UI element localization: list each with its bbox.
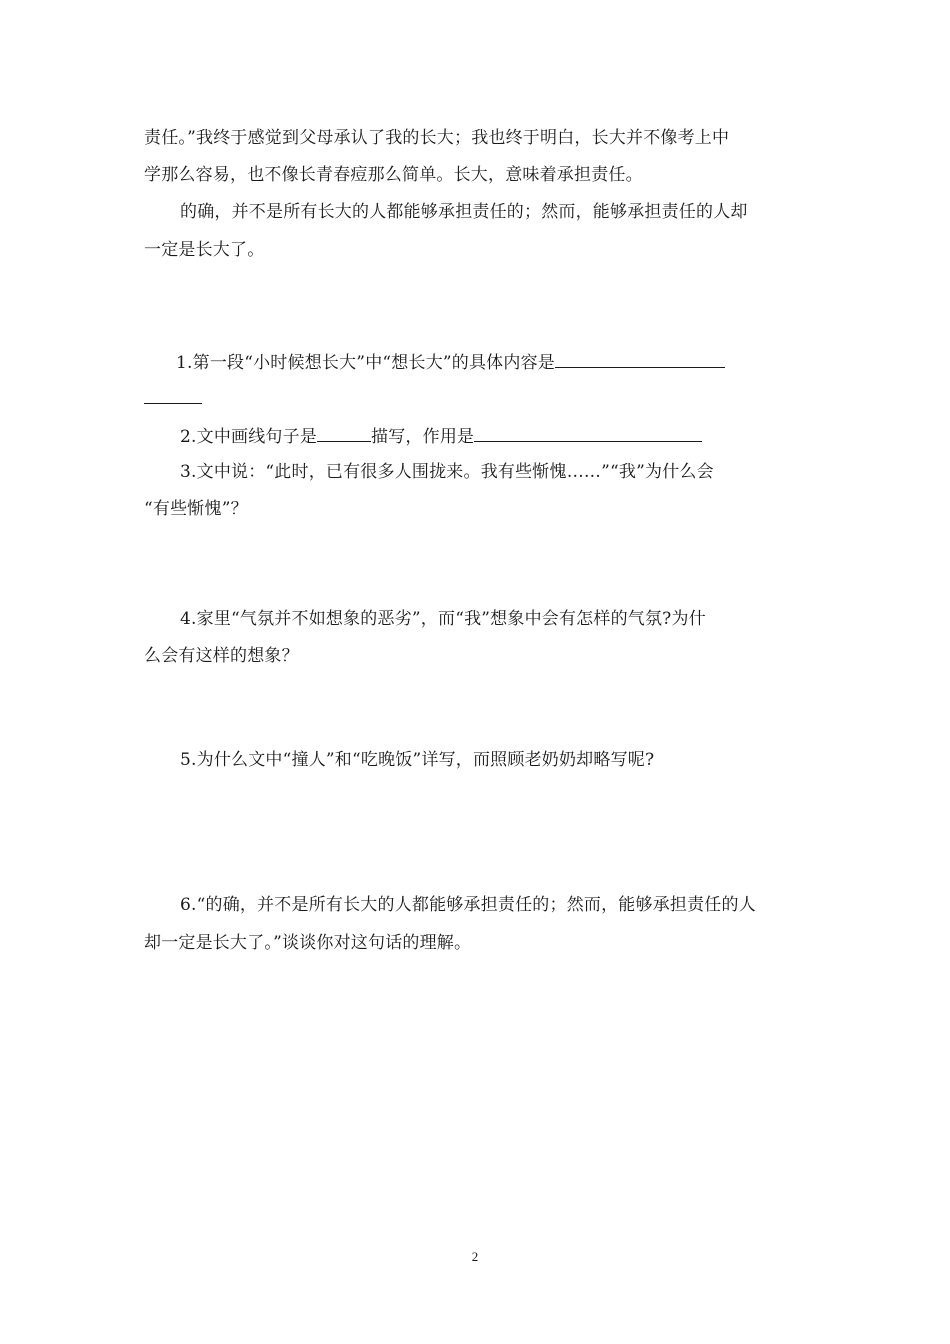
question-2-text-part2: 描写，作用是	[371, 427, 475, 447]
answer-blank-2b[interactable]	[474, 425, 702, 442]
question-3-line-1: 3.文中说：“此时，已有很多人围拢来。我有些惭愧……”“我”为什么会	[180, 462, 714, 482]
passage-line-1: 责任。”我终于感觉到父母承认了我的长大；我也终于明白，长大并不像考上中	[144, 128, 730, 148]
question-5: 5.为什么文中“撞人”和“吃晚饭”详写，而照顾老奶奶却略写呢?	[180, 750, 655, 770]
answer-blank-2a[interactable]	[317, 425, 371, 442]
passage-line-3: 的确，并不是所有长大的人都能够承担责任的；然而，能够承担责任的人却	[180, 202, 748, 222]
question-2	[180, 425, 702, 447]
page-number: 2	[471, 1249, 479, 1264]
question-6-line-1: 6.“的确，并不是所有长大的人都能够承担责任的；然而，能够承担责任的人	[180, 895, 756, 915]
question-6-line-2: 却一定是长大了。”谈谈你对这句话的理解。	[144, 933, 472, 953]
answer-blank-1-continued[interactable]	[144, 387, 202, 404]
answer-blank-1[interactable]	[555, 351, 725, 368]
question-3-line-2: “有些惭愧”？	[144, 499, 248, 519]
question-1-continuation	[144, 387, 202, 409]
question-1	[176, 351, 725, 373]
question-1-text: 1.第一段“小时候想长大”中“想长大”的具体内容是	[176, 353, 555, 373]
passage-line-2: 学那么容易，也不像长青春痘那么简单。长大，意味着承担责任。	[144, 165, 643, 185]
question-4-line-2: 么会有这样的想象？	[144, 646, 299, 666]
question-2-text-part1: 2.文中画线句子是	[180, 427, 318, 447]
question-4-line-1: 4.家里“气氛并不如想象的恶劣”，而“我”想象中会有怎样的气氛?为什	[180, 609, 706, 629]
passage-line-4: 一定是长大了。	[144, 240, 265, 260]
